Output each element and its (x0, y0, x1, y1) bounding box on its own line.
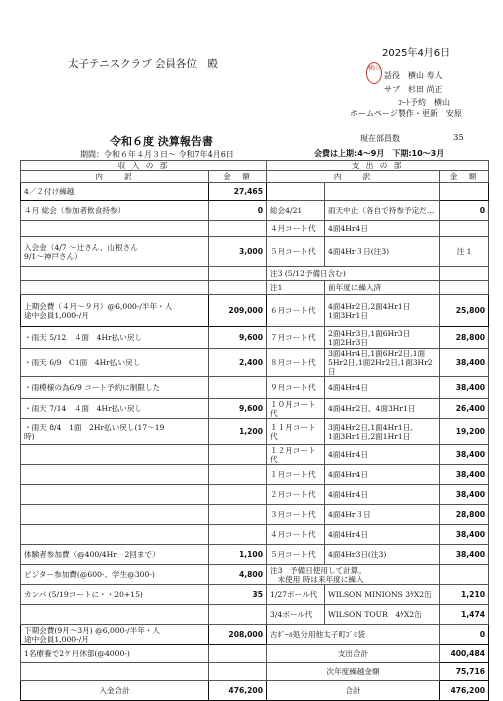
expense-detail: 4面4Hr4日 (325, 525, 440, 545)
ledger-row (21, 399, 489, 419)
income-detail (21, 281, 209, 295)
expense-detail (325, 183, 440, 201)
expense-item: 3/4ボール代 (267, 605, 325, 625)
expense-amount: 25,800 (440, 295, 489, 327)
expense-item: １２月コート代 (267, 445, 325, 465)
income-amount: 27,465 (209, 183, 267, 201)
income-amount: 9,600 (209, 327, 267, 349)
income-amount-header: 金 額 (209, 171, 267, 183)
expense-amount: 28,800 (440, 505, 489, 525)
expense-amount (440, 221, 489, 237)
expense-detail: 4面4Hr３日 (325, 505, 440, 525)
ledger-row (21, 663, 489, 681)
income-detail (21, 485, 209, 505)
income-amount: 1,200 (209, 419, 267, 445)
expense-detail: 4面4Hr4日 (325, 465, 440, 485)
income-total-amount: 476,200 (209, 681, 267, 701)
income-detail: 4／２付け繰越 (21, 183, 209, 201)
ledger-row (21, 377, 489, 399)
income-detail (21, 605, 209, 625)
income-total-label: 入金合計 (21, 681, 209, 701)
expense-detail-header: 内 訳 (267, 171, 440, 183)
expense-amount (440, 183, 489, 201)
expense-item: １０月コート代 (267, 399, 325, 419)
totals-row (21, 681, 489, 701)
income-amount: 3,000 (209, 237, 267, 267)
expense-item: 古ﾎﾞｰﾙ処分用他太子町ｺﾞﾐ袋 (267, 625, 440, 645)
expense-detail: WILSON TOUR 4ｹX2缶 (325, 605, 440, 625)
income-amount (209, 663, 267, 681)
member-count: 35 (453, 133, 464, 143)
expense-amount: 1,210 (440, 585, 489, 605)
income-detail: 下期会費(9月〜3月) @6,000-/半年・人 途中会員1,000-/月 (21, 625, 209, 645)
expense-detail: 4面4Hr4日 (325, 445, 440, 465)
income-amount (209, 445, 267, 465)
income-amount: 0 (209, 201, 267, 221)
expense-amount: 注 1 (440, 237, 489, 267)
expense-item: 総会4/21 (267, 201, 325, 221)
ledger-row (21, 505, 489, 525)
expense-amount (440, 267, 489, 281)
ledger-row (21, 221, 489, 237)
income-amount (209, 267, 267, 281)
expense-item: 1/27ボール代 (267, 585, 325, 605)
expense-detail: 3面4Hr4日,1面6Hr2日,1面 5Hr2日,1面2Hr2日,1面3Hr2日 (325, 349, 440, 377)
settlement-ledger (20, 160, 489, 701)
expense-item: ３月コート代 (267, 505, 325, 525)
income-detail: ・雨天 7/14 ４面 4Hr払い戻し (21, 399, 209, 419)
ledger-row (21, 545, 489, 565)
expense-detail: 雨天中止（各自で持参予定だ… (325, 201, 440, 221)
ledger-row (21, 465, 489, 485)
income-amount: 4,800 (209, 565, 267, 585)
expense-item: 注3 予備日使用して計算。 未使用 時は来年度に繰入 (267, 565, 440, 585)
expense-amount: 75,716 (440, 663, 489, 681)
ledger-row (21, 445, 489, 465)
income-detail: 入会金（4/7 〜辻さん、山根さん 9/1〜神戸さん） (21, 237, 209, 267)
income-detail: カンパ (5/19コートに・・20+15) (21, 585, 209, 605)
income-detail (21, 505, 209, 525)
income-detail: ・雨天 8/4 1面 2Hr払い戻し(17〜19 時) (21, 419, 209, 445)
income-detail: ビジター参加費(@600-、学生@300-) (21, 565, 209, 585)
income-amount: 2,400 (209, 349, 267, 377)
expense-item: １１月コート代 (267, 419, 325, 445)
expense-item: ４月コート代 (267, 221, 325, 237)
expense-section-header: 支 出 の 部 (267, 161, 489, 171)
income-amount: 35 (209, 585, 267, 605)
income-amount (209, 465, 267, 485)
income-detail: ・雨天 5/12 ４面 4Hr払い戻し (21, 327, 209, 349)
income-detail: ・雨天 6/9 C1面 4Hr払い戻し (21, 349, 209, 377)
expense-detail: 前年度に繰入済 (325, 281, 440, 295)
expense-detail: 4面4Hr4日 (325, 485, 440, 505)
ledger-row (21, 267, 489, 281)
expense-item: ７月コート代 (267, 327, 325, 349)
ledger-row (21, 201, 489, 221)
expense-detail: 4面4Hr3日(注3) (325, 545, 440, 565)
income-detail (21, 221, 209, 237)
expense-item: 注1 (267, 281, 325, 295)
expense-detail: 2面4Hr3日,1面6Hr3日 1面2Hr3日 (325, 327, 440, 349)
member-count-label: 現在部員数 (360, 134, 400, 143)
income-amount (209, 605, 267, 625)
ledger-row (21, 585, 489, 605)
expense-item: ４月コート代 (267, 525, 325, 545)
income-detail (21, 267, 209, 281)
expense-amount (440, 565, 489, 585)
expense-amount: 38,400 (440, 465, 489, 485)
expense-amount: 38,400 (440, 377, 489, 399)
document-title: 令和６度 決算報告書 (110, 135, 213, 148)
addressee: 太子テニスクラブ 会員各位 殿 (68, 58, 218, 70)
income-amount (209, 281, 267, 295)
ledger-row (21, 349, 489, 377)
income-amount: 9,600 (209, 399, 267, 419)
expense-item (267, 183, 325, 201)
officer-line-1: 話役 横山 寿人 (384, 71, 443, 80)
income-amount (209, 377, 267, 399)
expense-total-amount: 476,200 (440, 681, 489, 701)
officer-line-2: サブ 杉田 尚正 (384, 85, 443, 94)
expense-detail: WILSON MINIONS 3ｹX2缶 (325, 585, 440, 605)
expense-detail: 4面4Hr2日、4面3Hr1日 (325, 399, 440, 419)
report-date: 2025年4月6日 (382, 48, 451, 59)
income-amount (209, 645, 267, 663)
income-detail: 体験者参加費（@400/4Hr 2回まで） (21, 545, 209, 565)
expense-amount: 28,800 (440, 327, 489, 349)
expense-item: ９月コート代 (267, 377, 325, 399)
expense-item: ５月コート代 (267, 237, 325, 267)
ledger-row (21, 327, 489, 349)
ledger-row (21, 645, 489, 663)
expense-amount: 38,400 (440, 525, 489, 545)
expense-item: 次年度繰越金額 (267, 663, 440, 681)
ledger-row (21, 295, 489, 327)
income-detail-header: 内 訳 (21, 171, 209, 183)
income-amount (209, 485, 267, 505)
ledger-row (21, 525, 489, 545)
income-amount: 1,100 (209, 545, 267, 565)
ledger-row (21, 565, 489, 585)
expense-total-label: 合計 (267, 681, 440, 701)
expense-amount: 1,474 (440, 605, 489, 625)
income-detail (21, 445, 209, 465)
ledger-row (21, 625, 489, 645)
ledger-row (21, 419, 489, 445)
expense-detail: 3面4Hr2日,1面4Hr1日, 1面3Hr1日,2面1Hr1日 (325, 419, 440, 445)
income-detail: ４月 総会（参加者飲食持参） (21, 201, 209, 221)
income-detail: 上期会費（４月〜９月）@6,000-/半年・人 途中会員1,000-/月 (21, 295, 209, 327)
expense-amount: 38,400 (440, 485, 489, 505)
expense-detail: 4面4Hr4日 (325, 377, 440, 399)
expense-amount: 0 (440, 201, 489, 221)
income-amount (209, 525, 267, 545)
expense-amount-header: 金 額 (440, 171, 489, 183)
expense-item: ５月コート代 (267, 545, 325, 565)
expense-detail: 4面4Hr2日,2面4Hr1日 1面3Hr1日 (325, 295, 440, 327)
ledger-row (21, 183, 489, 201)
expense-item: 注3 (5/12予備日含む) (267, 267, 440, 281)
income-amount: 208,000 (209, 625, 267, 645)
expense-item: １月コート代 (267, 465, 325, 485)
fee-season-note: 会費は上期:4〜9月 下期:10〜3月 (314, 149, 445, 158)
expense-amount (440, 281, 489, 295)
expense-detail: 4面4Hr4日 (325, 221, 440, 237)
expense-amount: 38,400 (440, 545, 489, 565)
income-detail (21, 465, 209, 485)
name-seal-stamp: 横山 (366, 62, 382, 84)
income-detail (21, 663, 209, 681)
fiscal-period: 期間：令和６年４月３日〜 令和7年4月6日 (80, 150, 234, 159)
ledger-row (21, 485, 489, 505)
ledger-row (21, 237, 489, 267)
ledger-row (21, 605, 489, 625)
income-amount (209, 221, 267, 237)
income-section-header: 収 入 の 部 (21, 161, 267, 171)
expense-item: 支出合計 (267, 645, 440, 663)
expense-amount: 19,200 (440, 419, 489, 445)
expense-amount: 38,400 (440, 349, 489, 377)
officer-line-3: ｺｰﾄ予約 横山 (398, 98, 450, 107)
ledger-row (21, 281, 489, 295)
expense-amount: 0 (440, 625, 489, 645)
income-detail: 1名療養で2ケ月休部(@4000-) (21, 645, 209, 663)
expense-amount: 38,400 (440, 445, 489, 465)
income-detail: ・雨模様の為6/9 コート予約に制限した (21, 377, 209, 399)
expense-amount: 400,484 (440, 645, 489, 663)
expense-item: ６月コート代 (267, 295, 325, 327)
expense-amount: 26,400 (440, 399, 489, 419)
income-amount: 209,000 (209, 295, 267, 327)
expense-detail: 4面4Hr３日(注3) (325, 237, 440, 267)
income-detail (21, 525, 209, 545)
income-amount (209, 505, 267, 525)
officer-line-4: ホームページ製作・更新 安原 (350, 109, 462, 118)
expense-item: ２月コート代 (267, 485, 325, 505)
expense-item: ８月コート代 (267, 349, 325, 377)
